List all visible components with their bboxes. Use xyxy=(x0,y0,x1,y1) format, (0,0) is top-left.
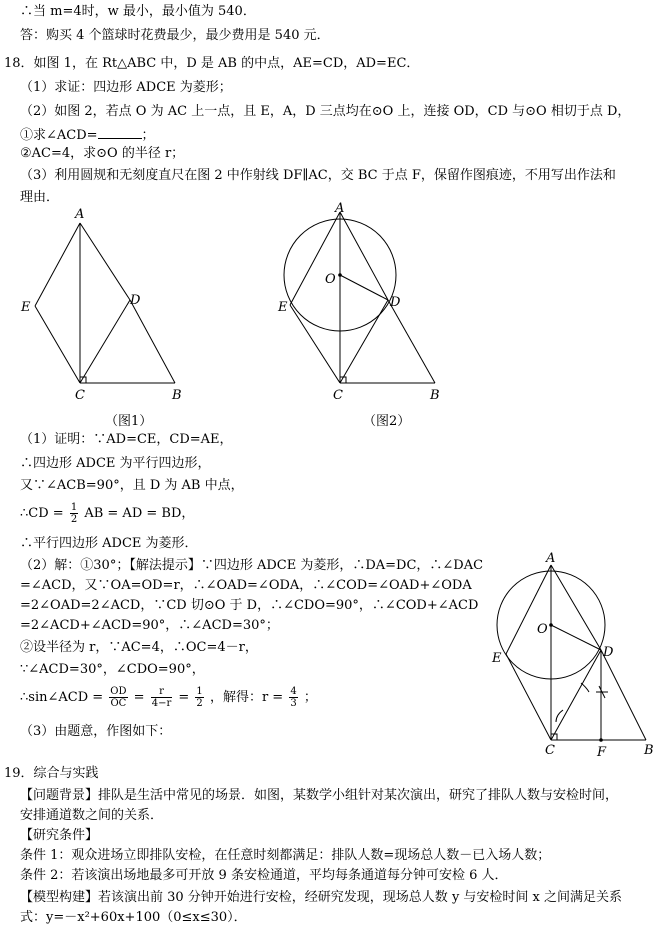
text-line: ∴CD = $\frac{1}{2}$ AB = AD = BD， xyxy=(20,502,195,525)
point-label-D: D xyxy=(130,293,141,308)
text-line: 理由． xyxy=(20,190,60,205)
text-line: =2∠ACD+∠ACD=90°，∴∠ACD=30°； xyxy=(20,618,279,633)
point-label-F: F xyxy=(597,745,607,760)
text-line: ∵∠ACD=30°，∠CDO=90°， xyxy=(20,662,205,677)
text-line: 条件 1：观众进场立即排队安检，在任意时刻都满足：排队人数=现场总人数－已入场人数； xyxy=(20,848,551,863)
text-line: ∴当 m=4时，w 最小，最小值为 540． xyxy=(20,4,256,19)
text-line: ∴四边形 ADCE 为平行四边形， xyxy=(20,456,211,471)
figure-3 xyxy=(486,550,666,760)
point-label-E: E xyxy=(21,300,31,315)
text-line: （1）证明：∵AD=CE，CD=AE， xyxy=(20,432,233,447)
point-label-A: A xyxy=(335,201,345,216)
fraction: $\frac{1}{2}$ xyxy=(70,502,78,525)
text-line: （2）解：①30°；【解法提示】∵四边形 ADCE 为菱形，∴DA=DC，∴∠DAC xyxy=(20,558,484,573)
point-label-A: A xyxy=(546,551,556,566)
question-19-title: 19．综合与实践 xyxy=(4,766,99,781)
text-line: （3）由题意，作图如下： xyxy=(20,724,172,739)
text-line: ①求∠ACD= ； xyxy=(20,128,155,143)
point-label-C: C xyxy=(545,743,555,758)
point-label-D: D xyxy=(390,295,401,310)
point-label-B: B xyxy=(172,388,182,403)
figure-2-caption: （图2） xyxy=(363,414,411,429)
text-line: 答：购买 4 个篮球时花费最少，最少费用是 540 元． xyxy=(20,28,330,43)
text-line: ∴sin∠ACD = $\frac{OD}{OC}$ = $\frac{r}{4-r}$ = $\frac{1}{2}$ ，解得：r = $\frac{4}{3}$ ； xyxy=(20,686,317,709)
text-line: 安排通道数之间的关系． xyxy=(20,808,164,823)
text-line: 条件 2：若该演出场地最多可开放 9 条安检通道，平均每条通道每分钟可安检 6 人． xyxy=(20,868,508,883)
text-line: （2）如图 2，若点 O 为 AC 上一点，且 E，A，D 三点均在⊙O 上，连接 OD，CD 与⊙O 相切于点 D， xyxy=(20,104,631,119)
figure-1 xyxy=(15,200,215,432)
text-line: ②AC=4，求⊙O 的半径 r； xyxy=(20,146,185,161)
text-line: 式：y=－x²+60x+100（0≤x≤30）． xyxy=(20,910,247,925)
point-label-B: B xyxy=(430,388,440,403)
text-line: =∠ACD，又∵OA=OD=r，∴∠OAD=∠ODA，∴∠COD=∠OAD+∠ODA xyxy=(20,578,472,593)
point-label-E: E xyxy=(492,651,502,666)
figure-1-caption: （图1） xyxy=(105,414,153,429)
point-label-O: O xyxy=(325,272,336,287)
question-18-title: 18．如图 1，在 Rt△ABC 中，D 是 AB 的中点，AE=CD，AD=EC． xyxy=(4,56,420,71)
point-label-D: D xyxy=(603,645,614,660)
text-line: （3）利用圆规和无刻度直尺在图 2 中作射线 DF∥AC，交 BC 于点 F，保留作图痕迹，不用写出作法和 xyxy=(20,168,616,183)
point-label-C: C xyxy=(75,388,85,403)
text-line: 又∵∠ACB=90°，且 D 为 AB 中点， xyxy=(20,478,244,493)
point-label-B: B xyxy=(644,743,654,758)
answer-blank xyxy=(98,126,142,139)
text-line: （1）求证：四边形 ADCE 为菱形； xyxy=(20,80,232,95)
text-line: ②设半径为 r，∵AC=4，∴OC=4－r， xyxy=(20,640,258,655)
text-line: =2∠OAD=2∠ACD，∵CD 切⊙O 于 D，∴∠CDO=90°，∴∠COD+∠ACD xyxy=(20,598,479,613)
figure-2 xyxy=(270,200,450,432)
text-line: 【问题背景】排队是生活中常见的场景．如图，某数学小组针对某次演出，研究了排队人数与安检时间， xyxy=(20,788,619,803)
text-line: 【模型构建】若该演出前 30 分钟开始进行安检，经研究发现，现场总人数 y 与安检时间 x 之间满足关系 xyxy=(20,890,623,905)
point-label-A: A xyxy=(75,207,85,222)
point-label-C: C xyxy=(333,388,343,403)
text-line: ∴平行四边形 ADCE 为菱形． xyxy=(20,536,198,551)
point-label-E: E xyxy=(278,300,288,315)
text-line: 【研究条件】 xyxy=(20,828,99,843)
point-label-O: O xyxy=(537,622,548,637)
